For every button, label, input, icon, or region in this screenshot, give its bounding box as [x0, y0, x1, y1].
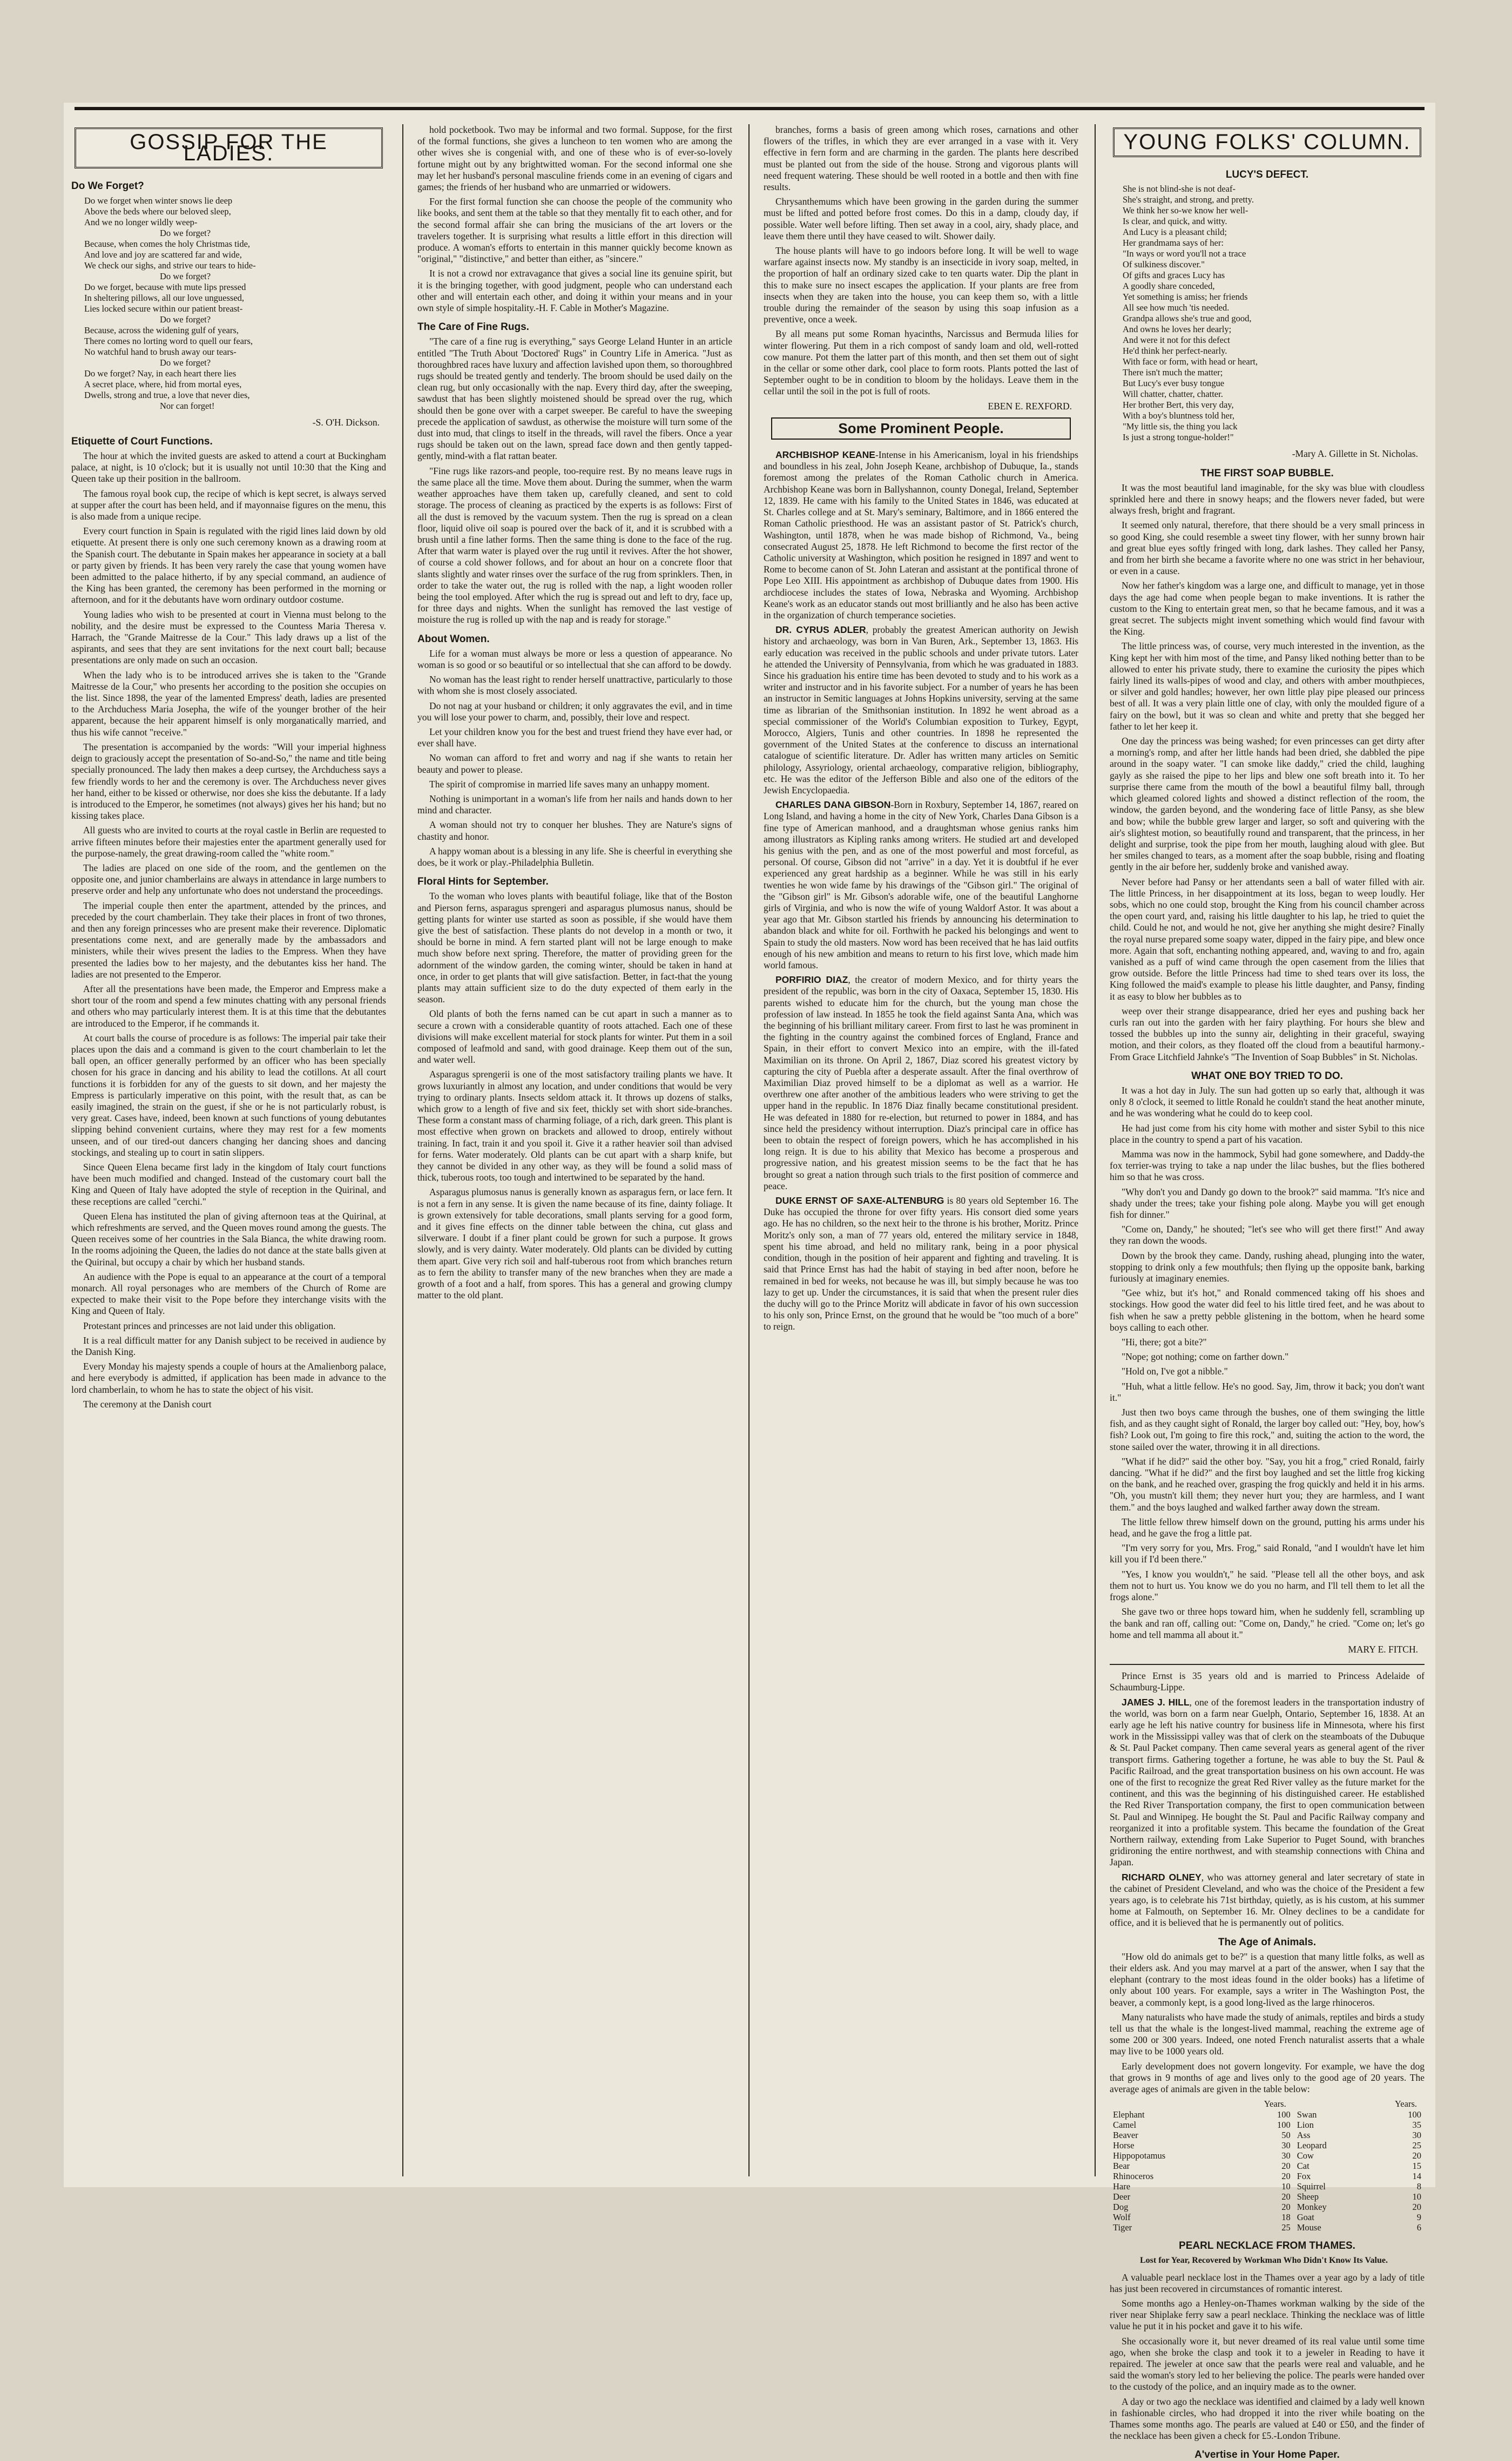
- article-floral-hints: [417, 891, 732, 1301]
- article-paragraph: It seemed only natural, therefore, that there should be a very small princess in so good King, she could resemble a sweet tiny flower, with her sunny brown hair and great blue eyes softly fringed with long, dark lashes. They called her Pansy, and from her birth she became a favorite where no one was strict in her behaviour, or even in a cause.: [1110, 520, 1425, 577]
- heading-soap-bubble: THE FIRST SOAP BUBBLE.: [1200, 467, 1334, 479]
- article-paragraph: Do not nag at your husband or children; it only aggravates the evil, and in time you will lose your power to charm, and, possibly, their love and respect.: [417, 700, 732, 723]
- animal-name: Swan: [1297, 2109, 1317, 2120]
- profile-name: DUKE ERNST OF SAXE-ALTENBURG: [775, 1195, 944, 1206]
- poem-line: In sheltering pillows, all our love unguessed,: [84, 292, 245, 303]
- article-paragraph: Protestant princes and princesses are not laid under this obligation.: [83, 1320, 336, 1331]
- article-paragraph: Asparagus sprengerii is one of the most satisfactory trailing plants we have. It grows luxuriantly in almost any location, and under conditions that would be very trying to ordinary plants. Insects seldom attack it. It throws up dozens of stalks, which grow to a length of five and six feet, thickly set with short side-branches. These form a constant mass of charming foliage, of a rich, dark green. This plant is most effective when grown on brackets and allowed to droop, entirely without training. In fact, train it and you spoil it. Give it a rather heavier soil than advised for ferns. Water moderately. Old plants can be cut apart with a sharp knife, but they cannot be divided in any other way, as they will be found a solid mass of thick, tuberous roots, too tough and intertwined to be separated by the hand.: [417, 1069, 732, 1183]
- table-row: [1110, 2181, 1425, 2192]
- animal-name: Hare: [1113, 2181, 1131, 2192]
- article-paragraph: Down by the brook they came. Dandy, rushing ahead, plunging into the water, stopping to drink only a few mouthfuls; then flying up the opposite bank, barking furiously at imaginary enemies.: [1110, 1250, 1425, 1284]
- poem-line: He'd think her perfect-nearly.: [1123, 346, 1227, 356]
- animal-age: 30: [1412, 2130, 1421, 2141]
- poem-line: There isn't much the matter;: [1123, 367, 1223, 378]
- article-paragraph: It is not a crowd nor extravagance that gives a social line its genuine spirit, but it is the bringing together, with good judgment, people who can understand each other and will entertain each other, and doing it within your means and in your own style of simple hospitality.-H. F. Cable in Mother's Magazine.: [417, 268, 732, 314]
- profile-text: , the creator of modern Mexico, and for thirty years the president of the republic, was born in the city of Oaxaca, September 15, 1830. His parents wished to educate him for the church, but the young man chose the profession of law instead. In 1855 he took the field against Santa Ana, which was the beginning of his brilliant military career. From first to last he was prominent in the fighting in the country against the combined forces of England, France and Spain, in their effort to convert Mexico into an empire, with the ill-fated Maximilian on its throne. On April 2, 1867, Diaz scored his greatest victory by capturing the city of Puebla after a desperate assault. After the final overthrow of Maximilian Diaz proved himself to be a diplomat as well as a warrior. He overthrew one after another of the ambitious leaders who were striving to get the upper hand in the republic. In 1876 Diaz finally became constitutional president. He was defeated in 1880 for re-election, but returned to power in 1884, and has since held the presidency without interruption. Diaz's principal care in office has been to obtain the respect of foreign powers, which he has accomplished in his long reign. It is due to his ability that Mexico has become a prosperous and progressive nation, and his greatest mission seems to be the fact that he has brought so great a nation through such trials to the first position of commerce and peace.: [764, 974, 1078, 1191]
- article-paragraph: "I'm very sorry for you, Mrs. Frog," said Ronald, "and I wouldn't have let him kill you if I'd been there.": [1110, 1542, 1425, 1565]
- article-paragraph: Since Queen Elena became first lady in the kingdom of Italy court functions have been much modified and changed. Instead of the customary court ball the King and Queen of Italy have adopted the style of reception in the Quirinal, and these receptions are called "cerchi.": [71, 1162, 386, 1207]
- people-banner: Some Prominent People.: [771, 417, 1071, 440]
- poem-do-we-forget: [84, 195, 386, 412]
- poem-line: No watchful hand to brush away our tears-: [84, 346, 237, 357]
- animal-name: Hippopotamus: [1113, 2150, 1166, 2161]
- heading-lucy: LUCY'S DEFECT.: [1225, 169, 1309, 181]
- article-paragraph: "How old do animals get to be?" is a question that many little folks, as well as their elders ask. And you may marvel at a part of the answer, when I say that the elephant (contrary to the most ideas found in the older books) has a lifetime of only about 100 years. For example, says a writer in The Washington Post, the beaver, a commonly kept, is a good long-lived as the large rhinoceros.: [1110, 1951, 1425, 2008]
- animal-age: 25: [1281, 2222, 1291, 2233]
- animal-age: 100: [1408, 2109, 1421, 2120]
- article-paragraph: A happy woman about is a blessing in any life. She is cheerful in everything she does, be it work or play.-Philadelphia Bulletin.: [417, 845, 732, 868]
- poem-lucys-defect: [1123, 184, 1425, 443]
- animal-name: Horse: [1113, 2140, 1135, 2151]
- poem-line: A secret place, where, hid from mortal eyes,: [84, 379, 242, 389]
- prince-ernst-note: Prince Ernst is 35 years old and is married to Princess Adelaide of Schaumburg-Lippe.: [1110, 1670, 1425, 1693]
- animal-age: 25: [1412, 2140, 1421, 2151]
- article-paragraph: All guests who are invited to courts at the royal castle in Berlin are requested to arrive fifteen minutes before their majesties enter the apartment generally used for the purpose-namely, the great drawing-room called the "white room.": [71, 825, 386, 859]
- animal-age: 10: [1412, 2192, 1421, 2202]
- article-fine-rugs: [417, 336, 732, 625]
- article-court-functions: [71, 450, 386, 1410]
- article-paragraph: Every court function in Spain is regulated with the rigid lines laid down by old etiquette. At present there is only one such ceremony known as a drawing room at the Spanish court. The debutante in Spain makes her appearance in society at a ball or party given by friends. It has been very rarely the case that young women have been admitted to the palace hitherto, if by any special command, an audience of the King has been granted, the ceremony has been performed in the morning or afternoon, and for it the debutants have worn ordinary outdoor costume.: [71, 525, 386, 605]
- column-people: [764, 124, 1078, 2176]
- pearl-subheading: Lost for Year, Recovered by Workman Who Didn't Know Its Value.: [1139, 2256, 1388, 2266]
- animal-name: Wolf: [1113, 2212, 1131, 2223]
- article-paragraph: To the woman who loves plants with beautiful foliage, like that of the Boston and Pierson ferns, asparagus sprengeri and asparagus plumosus nanus, should be getting plants for winter use started as soon as possible, if she would have them give the best of satisfaction. These plants do not develop in a month or two, it should be borne in mind. A fern started plant will not be large enough to make much show before next spring. Therefore, the matter of providing green for the adornment of the window garden, the coming winter, should be taken in hand at once, in order to get plants that will give satisfaction. Better, in fact-that the young plants may attain sufficient size to do the duty expected of them early in the season.: [417, 891, 732, 1005]
- animal-age: 10: [1281, 2181, 1291, 2192]
- animal-name: Sheep: [1297, 2192, 1319, 2202]
- article-paragraph: "Why don't you and Dandy go down to the brook?" said mamma. "It's nice and shady under the trees; take your fishing pole along. Maybe you will get enough fish for dinner.": [1110, 1186, 1425, 1220]
- column-gossip: [71, 124, 386, 2176]
- ages-header-left: Years.: [1264, 2099, 1286, 2109]
- signature-gillette: -Mary A. Gillette in St. Nicholas.: [1292, 448, 1418, 460]
- article-paragraph: "Gee whiz, but it's hot," and Ronald commenced taking off his shoes and stockings. How good the water did feel to his little tired feet, and he was about to fish when he saw a pretty pebble glistening in the bottom, when he heard some boys calling to each other.: [1110, 1287, 1425, 1333]
- animal-ages-table: [1110, 2098, 1425, 2233]
- profile-paragraph: [764, 799, 1078, 971]
- table-row: [1110, 2130, 1425, 2140]
- poem-line: Grandpa allows she's true and good,: [1123, 313, 1252, 324]
- poem-line: And were it not for this defect: [1123, 335, 1230, 346]
- animal-age: 30: [1281, 2140, 1291, 2151]
- article-paragraph: The little fellow threw himself down on the ground, putting his arms under his head, and he gave the frog a little pat.: [1110, 1516, 1425, 1539]
- poem-signature: -S. O'H. Dickson.: [312, 416, 380, 428]
- animal-name: Ass: [1297, 2130, 1311, 2141]
- animal-age: 9: [1416, 2212, 1421, 2223]
- article-paragraph: A woman should not try to conquer her blushes. They are Nature's signs of chastity and honor.: [417, 819, 732, 842]
- article-paragraph: Old plants of both the ferns named can be cut apart in such a manner as to secure a crown with a considerable quantity of roots attached. Each one of these divisions will make excellent material for stock plants for winter. Put them in a soil composed of leafmold and sand, with good drainage. Keep them out of the sun, and water well.: [417, 1008, 732, 1066]
- heading-floral-hints: Floral Hints for September.: [417, 876, 549, 888]
- article-paragraph: The presentation is accompanied by the words: "Will your imperial highness deign to graciously accept the presentation of So-and-So," the name and title being specially pronounced. The lady then makes a deep curtsey, the Archduchess says a few friendly words to her and the ceremony is over. The Archduchess never gives her hand, either to be kissed or otherwise, nor does she kiss the debutante. If a lady is introduced to the Emperor, he sometimes (not always) gives her his hand; but no kissing takes place.: [71, 741, 386, 821]
- article-soap-bubble: [1110, 482, 1425, 1002]
- poem-line: She is not blind-she is not deaf-: [1123, 184, 1236, 194]
- profile-paragraph: [1110, 1872, 1425, 1929]
- column-rule: [1095, 124, 1096, 2176]
- article-paragraph: Nothing is unimportant in a woman's life from her nails and hands down to her mind and character.: [417, 793, 732, 816]
- table-row: [1110, 2161, 1425, 2171]
- poem-line: Is just a strong tongue-holder!": [1123, 432, 1234, 443]
- animal-age: 100: [1277, 2109, 1291, 2120]
- profile-text: -Born in Roxbury, September 14, 1867, reared on Long Island, and having a home in the city of New York, Charles Dana Gibson is a fine type of American manhood, and a draughtsman whose genius ranks him among illustrators as Kipling ranks among writers. He studied art and developed his genius with the pen, and as one of the most powerful and most forceful, as personal. Of course, Gibson did not "arrive" in a day. Yet it is doubtful if he ever experienced any great hardship as a beginner. While he was still in his early twenties he won wide fame by his drawings of the "Gibson girl." The original of the "Gibson girl" is Mr. Gibson's adorable wife, one of the beautiful Langhorne girls of Virginia, and who is now the wife of young Waldorf Astor. It was about a year ago that Mr. Gibson startled his friends by announcing his determination to abandon black and white for oil. Forthwith he packed his belongings and went to Spain to study the old masters. Now word has been received that he has laid outfits enough of his new ambition and means to return to his first love, which made him world famous.: [764, 799, 1078, 971]
- poem-line: Do we forget?: [160, 314, 211, 325]
- poem-line: All see how much 'tis needed.: [1123, 302, 1230, 313]
- profile-paragraph: [764, 624, 1078, 796]
- newspaper-page: [64, 103, 1435, 2461]
- animal-name: Cat: [1297, 2161, 1310, 2172]
- poem-line: Will chatter, chatter, chatter.: [1123, 389, 1223, 400]
- article-paragraph: Some months ago a Henley-on-Thames workman walking by the side of the river near Shiplake ferry saw a pearl necklace. Thinking the necklace was of little value he put it in his pocket and gave it to his wife.: [1110, 2298, 1425, 2332]
- table-row: [1110, 2150, 1425, 2161]
- animal-age: 50: [1281, 2130, 1291, 2141]
- heading-about-women: About Women.: [417, 633, 490, 645]
- animal-age: 20: [1412, 2150, 1421, 2161]
- animal-name: Squirrel: [1297, 2181, 1326, 2192]
- article-paragraph: "What if he did?" said the other boy. "Say, you hit a frog," cried Ronald, fairly dancing. "What if he did?" and the first boy laughed and set the little frog kicking on the bank, and he reached over, grasping the frog quickly and held it in his arms. "Oh, you mustn't kill them; they never hurt you; they are harmless, and I want them." and the boys laughed and walked farther away down the stream.: [1110, 1455, 1425, 1513]
- article-paragraph: Never before had Pansy or her attendants seen a ball of water filled with air. The little Princess, in her disappointment at its loss, began to weep loudly. Her sobs, which no one could stop, brought the King from his council chamber across the open court yard, and, raising his little daughter to his lap, he tried to quiet the child. Could he not, and would he not, give her anything she might desire? Finally the royal nurse prepared some soapy water, dipped in the fairy pipe, and blew once more. Again that soft, enchanting nothing appeared, and, waving to and fro, again vanished as a puff of wind came through the open casement from the lilies that grow outside. Before the little Princess had time to shed tears over its loss, the King followed the maid's example to please his little daughter, and Pansy, finding it as easy to blow her bubbles as to: [1110, 876, 1425, 1002]
- poem-line: And Lucy is a pleasant child;: [1123, 227, 1227, 238]
- article-paragraph: When the lady who is to be introduced arrives she is taken to the "Grande Maitresse de la Cour," who presents her according to the position she occupies on the list. Since 1898, the year of the lamented Empress' death, ladies are presented to the Archduchess Maria Josepha, the wife of the younger brother of the heir apparent, because the heir apparent himself is only morganatically married, and thus his wife cannot "receive.": [71, 669, 386, 738]
- article-paragraph: Let your children know you for the best and truest friend they have ever had, or ever shall have.: [417, 726, 732, 749]
- article-paragraph: The imperial couple then enter the apartment, attended by the princes, and preceded by the court chamberlain. They take their places in front of two thrones, and then any foreign princesses who are present make their reverence. Diplomatic presentations come next, and are generally made by the ambassadors and ministers, while their wives present the ladies to the Empress. When they have presented the ladies bow to her majesty, and the debutantes kiss her hand. The ladies are not presented to the Emperor.: [71, 900, 386, 980]
- gossip-banner: GOSSIP FOR THE LADIES.: [75, 127, 383, 168]
- profile-text: , probably the greatest American authority on Jewish history and archaeology, was born in Van Buren, Ark., September 13, 1863. His early education was received in the public schools and under private tutors. Later he attended the University of Pennsylvania, from which he was graduated in 1883. Since his graduation his entire time has been devoted to study and to his work as a writer and instructor and in his favorite subject. For a number of years he has been an instructor in Semitic languages at Johns Hopkins university, serving at the same time as librarian of the Smithsonian institution. In 1892 he went abroad as a special commissioner of the World's Columbian exposition to Turkey, Egypt, Morocco, Algiers, Tunis and other countries. In 1898 he represented the government of the United States at the conference to discuss an international catalogue of scientific literature. Dr. Adler has written many articles on Semitic philology, Assyriology, oriental archaeology, comparative religion, bibliography, etc. He was the editor of the Jefferson Bible and also one of the editors of the Jewish Encyclopaedia.: [764, 624, 1078, 795]
- article-paragraph: A day or two ago the necklace was identified and claimed by a lady well known in fashionable circles, who had dropped it into the river while boating on the Thames some months ago. The pearls are valued at £40 or £50, and the finder of the necklace has been given a check for £5.-London Tribune.: [1110, 2396, 1425, 2442]
- top-rule: [75, 107, 1425, 110]
- article-floral-continued: [764, 124, 1078, 397]
- poem-line: With a boy's bluntness told her,: [1123, 410, 1234, 421]
- article-pearl-necklace: [1110, 2272, 1425, 2442]
- article-paragraph: The house plants will have to go indoors before long. It will be well to wage warfare against insects now. My standby is an insecticide in ivory soap, melted, in the proportion of half an ordinary sized cake to ten quarts water. Dip the plant in this to make sure no insect escapes the application. If your plants are free from insects when they are taken into the house, you can keep them so, with a little trouble during the remainder of the season by using this soap infusion as a preventive, once a week.: [764, 245, 1078, 325]
- profile-paragraph: [764, 1195, 1078, 1332]
- profile-text: , one of the foremost leaders in the transportation industry of the world, was born on a farm near Guelph, Ontario, September 16, 1838. At an early age he left his native country for business life in Minnesota, where his first work in the Mississippi valley was that of clerk on the steamboats of the Dubuque & St. Paul Packet company. Then came several years as general agent of the river transport firms. Gathering together a fortune, he was able to buy the St. Paul & Pacific Railroad, and the great transportation business on his own account. He was one of the first to recognize the great Red River valley as the future market for the continent, and this was the beginning of his distinguished career. He established the Red River Transportation company, the first to open communication between St. Paul and Winnipeg. He bought the St. Paul and Pacific Railway company and reorganized it into a profitable system. This became the foundation of the Great Northern railway, extending from Lake Superior to Puget Sound, with branches gridironing the entire northwest, and with steamship connections with China and Japan.: [1110, 1696, 1425, 1868]
- poem-line: Do we forget?: [160, 357, 211, 368]
- animal-name: Elephant: [1113, 2109, 1145, 2120]
- article-entertaining: [417, 124, 732, 314]
- article-paragraph: After all the presentations have been made, the Emperor and Empress make a short tour of the room and spend a few minutes chatting with any personal friends and others who may particularly interest them. It is at this time that the debutantes are introduced to the Emperor, if he commands it.: [71, 983, 386, 1029]
- article-age-of-animals: [1110, 1951, 1425, 2095]
- poem-line: Her brother Bert, this very day,: [1123, 400, 1234, 410]
- table-row: [1110, 2222, 1425, 2233]
- article-paragraph: "The care of a fine rug is everything," says George Leland Hunter in an article entitled "The Truth About 'Doctored' Rugs" in Country Life in America. "Just as thoroughbred races have luxury and affection lavished upon them, so thoroughbred rugs should be treated gently and tenderly. The broom should be used daily on the clean rug, but only occasionally with the nap. Every third day, after the sweeping, sawdust that has been slightly moistened should be spread over the rug, which should then be gone over with a carpet sweeper. Be careful to have the sweeping precede the application of sawdust, as otherwise the moisture will turn some of the dust into mud, that clings to itself in the threads, will ravel the fibers. Once a year rugs should be taken out on the lawn, spread face down and then gently tapped-gently, mind-with a flat rattan beater.: [417, 336, 732, 462]
- heading-fine-rugs: The Care of Fine Rugs.: [417, 321, 529, 333]
- table-row: [1110, 2212, 1425, 2222]
- profile-text: is 80 years old September 16. The Duke has occupied the throne for over fifty years. His consort died some years ago. He has no children, so the next heir to the throne is his brother, Moritz. Prince Moritz's only son, a man of 77 years old, entered the military service in 1848, spent his time abroad, and held no military rank, being in a poor physical condition, though in the position of heir apparent and fighting and traveling. It is said that Prince Ernst has had the habit of staying in bed after noon, before he remained in bed for weeks, not because he was ill, but simply because he was too lazy to get up. Under the circumstances, it is said that when the present ruler dies the duchy will go to the Prince Moritz will abdicate in favor of his own succession to his only son, Prince Ernst, on the ground that he would be "too much of a bore" to reign.: [764, 1195, 1078, 1332]
- poem-line: Yet something is amiss; her friends: [1123, 292, 1248, 302]
- animal-name: Monkey: [1297, 2202, 1327, 2213]
- animal-name: Deer: [1113, 2192, 1131, 2202]
- profile-name: RICHARD OLNEY: [1122, 1871, 1202, 1883]
- poem-line: "In ways or word you'll not a trace: [1123, 248, 1246, 259]
- poem-line: Lies locked secure within our patient breast-: [84, 303, 243, 314]
- poem-line: Is clear, and quick, and witty.: [1123, 216, 1227, 227]
- animal-age: 20: [1281, 2161, 1291, 2172]
- profile-text: , who was attorney general and later secretary of state in the cabinet of President Cleveland, and who was the choice of the President a few years ago, is to celebrate his 71st birthday, quietly, as is his custom, at his summer home at Falmouth, on September 16. Mr. Olney declines to be a candidate for office, and it is believed that he is permanently out of politics.: [1110, 1871, 1425, 1929]
- animal-name: Dog: [1113, 2202, 1129, 2213]
- article-paragraph: Life for a woman must always be more or less a question of appearance. No woman is so good or so beautiful or so intellectual that she can afford to be dowdy.: [417, 648, 732, 670]
- animal-age: 18: [1281, 2212, 1291, 2223]
- article-paragraph: "Fine rugs like razors-and people, too-require rest. By no means leave rugs in the same place all the time. Move them about. During the summer, when the warm weather approaches have them taken up, carefully cleaned, and sent to cold storage. The process of cleaning as practiced by the experts is as follows: First of all the dust is removed by the vacuum system. Then the rug is spread on a clean floor, liquid olive oil soap is poured over the back of it, and it is scrubbed with a brush until a fine lather forms. Then the same thing is done to the face of the rug. After that warm water is played over the rug until it revives. After the hot shower, of course a cold shower follows, and for about an hour on a concrete floor that slants slightly and water rinses over the surface of the rug from sprinklers. Then, in order to take the water out, the rug is rolled with the nap, a light wooden roller being the tool employed. After which the rug is spread out and left to dry, face up, for three days and nights. When the sunlight has removed the last vestige of moisture the rug is rolled up with the nap and is ready for storage.": [417, 465, 732, 625]
- article-paragraph: She occasionally wore it, but never dreamed of its real value until some time ago, when she broke the clasp and took it to a jeweler in Reading to have it repaired. The jeweler at once saw that the pearls were real and valuable, and he said the woman's story led to her believing the police. The pearls were handed over to the custody of the police, and an inquiry made as to the owner.: [1110, 2335, 1425, 2392]
- column-young-folks: [1110, 124, 1425, 2461]
- article-paragraph: "Hold on, I've got a nibble.": [1122, 1366, 1228, 1377]
- poem-line: We check our sighs, and strive our tears to hide-: [84, 260, 256, 271]
- article-paragraph: The ladies are placed on one side of the room, and the gentlemen on the opposite one, and junior chamberlains are always in attendance in large numbers to preserve order and help any unfortunate who does not understand the proceedings.: [71, 862, 386, 896]
- article-paragraph: A valuable pearl necklace lost in the Thames over a year ago by a lady of title has just been recovered in circumstances of romantic interest.: [1110, 2271, 1425, 2294]
- profile-name: CHARLES DANA GIBSON: [775, 799, 891, 811]
- animal-age: 30: [1281, 2150, 1291, 2161]
- poem-line: Because, when comes the holy Christmas tide,: [84, 238, 251, 249]
- young-folks-banner: YOUNG FOLKS' COLUMN.: [1113, 127, 1421, 157]
- article-paragraph: He had just come from his city home with mother and sister Sybil to this nice place in the country to spend a part of his vacation.: [1110, 1122, 1425, 1145]
- poem-line: With face or form, with head or heart,: [1123, 356, 1258, 367]
- animal-name: Rhinoceros: [1113, 2171, 1154, 2182]
- poem-line: Above the beds where our beloved sleep,: [84, 206, 231, 217]
- poem-line: Because, across the widening gulf of years,: [84, 325, 239, 335]
- article-paragraph: No woman can afford to fret and worry and nag if she wants to retain her beauty and power to please.: [417, 752, 732, 775]
- article-paragraph: Asparagus plumosus nanus is generally known as asparagus fern, or lace fern. It is not a fern in any sense. It is given the name because of its fine, dainty foliage. It is grown extensively for table decorations, small plants serving for a good form, and it gives fine effects on the dinner table between the china, cut glass and silverware. I doubt if a finer plant could be grown for such a purpose. It grows slowly, and is very dainty. Water moderately. Old plants can be divided by cutting them apart. Give very rich soil and half-tuberous root from which branches return as to fern the ability to transfer many of the new branches when they are made a growth of a foot and a half, from spores. This has a general and growing clumpy matter to the old plant.: [417, 1186, 732, 1301]
- article-paragraph: The famous royal book cup, the recipe of which is kept secret, is always served at supper after the court has been held, and if mayonnaise figures on the menu, this is also made from a unique recipe.: [71, 488, 386, 522]
- article-paragraph: By all means put some Roman hyacinths, Narcissus and Bermuda lilies for winter flowering. Put them in a rich compost of sandy loam and old, well-rotted cow manure. Pot them the latter part of this month, and then set them out of sight in the cellar or some other dark, cool place to form roots. Plants potted the last of September ought to be in condition to bloom by the holidays. Leave them in the cellar until the soil in the pot is full of roots.: [764, 328, 1078, 397]
- poem-title: Do We Forget?: [71, 180, 144, 192]
- column-household: [417, 124, 732, 2176]
- article-paragraph: The little princess was, of course, very much interested in the invention, as the King kept her with him most of the time, and Pansy liked nothing better than to be allowed to enter his private study, there to examine the curiosity the pipes which fairly lined its walls-pipes of wood and clay, and others with amber mouthpieces, or silver and gold handles; however, her own little play pipe pleased our princess best of all. It was a very plain little one of clay, with only the moulded figure of a fairy on the bowl, but it was so clean and white and pretty that she begged her father to let her keep it.: [1110, 640, 1425, 732]
- animal-age: 15: [1412, 2161, 1421, 2172]
- article-paragraph: For the first formal function she can choose the people of the community who like books, and sent them at the table so that they mentally fit to each other, and for the second formal affair she can bring the musicians of the art lovers or the travelers together. It is surprising what results a little effort in this direction will produce. A woman's efforts to entertain in this manner quickly become known as "original," "distinctive," and better than either, as "sincere.": [417, 196, 732, 265]
- animal-name: Lion: [1297, 2120, 1314, 2130]
- table-row: [1110, 2109, 1425, 2120]
- article-paragraph: No woman has the least right to render herself unattractive, particularly to those with whom she is most closely associated.: [417, 674, 732, 697]
- profile-paragraph: [1110, 1697, 1425, 1869]
- article-paragraph: It was a hot day in July. The sun had gotten up so early that, although it was only 8 o'clock, it seemed to little Ronald he couldn't stand the heat another minute, and he was wondering what he could do to keep cool.: [1110, 1084, 1425, 1119]
- signature-fitch: MARY E. FITCH.: [1348, 1643, 1418, 1655]
- animal-name: Goat: [1297, 2212, 1314, 2223]
- article-paragraph: Young ladies who wish to be presented at court in Vienna must belong to the nobility, and the desire must be expressed to the Countess Maria Theresa v. Harrach, the "Grande Maitresse de la Cour." This lady draws up a list of the aspirants, and sees that they are sent invitations for the next court ball; because presentations are only made on such an occasion.: [71, 609, 386, 666]
- heading-pearl-necklace: PEARL NECKLACE FROM THAMES.: [1179, 2240, 1355, 2252]
- poem-line: "My little sis, the thing you lack: [1123, 421, 1238, 432]
- poem-line: Do we forget?: [160, 227, 211, 238]
- profile-name: DR. CYRUS ADLER: [775, 624, 866, 636]
- article-one-boy: [1110, 1085, 1425, 1641]
- article-paragraph: It is a real difficult matter for any Danish subject to be received in audience by the Danish King.: [71, 1334, 386, 1358]
- profile-name: JAMES J. HILL: [1122, 1696, 1190, 1708]
- poem-line: And owns he loves her dearly;: [1123, 324, 1232, 335]
- animal-name: Cow: [1297, 2150, 1314, 2161]
- profile-name: PORFIRIO DIAZ: [775, 974, 848, 986]
- article-paragraph: Every Monday his majesty spends a couple of hours at the Amalienborg palace, and here everybody is admitted, if application has been made in advance to the lord chamberlain, to whom he has to state the object of his visit.: [71, 1361, 386, 1395]
- table-row: [1110, 2120, 1425, 2130]
- article-about-women: [417, 648, 732, 868]
- animal-age: 8: [1416, 2181, 1421, 2192]
- article-paragraph: The hour at which the invited guests are asked to attend a court at Buckingham palace, at night, is 10 o'clock; but it is usually not until 10:30 that the King and Queen take up their position in the ballroom.: [71, 450, 386, 484]
- article-paragraph: "Hi, there; got a bite?": [1122, 1337, 1207, 1348]
- heading-court-functions: Etiquette of Court Functions.: [71, 435, 213, 447]
- article-paragraph: Many naturalists who have made the study of animals, reptiles and birds a study tell us that the whale is the longest-lived mammal, reaching the extreme age of some 200 or 300 years. Indeed, one noted French naturalist asserts that a whale may live to be 1000 years old.: [1110, 2011, 1425, 2057]
- signature-rexford: EBEN E. REXFORD.: [988, 400, 1072, 412]
- article-paragraph: The spirit of compromise in married life saves many an unhappy moment.: [429, 778, 710, 790]
- profile-name: ARCHBISHOP KEANE: [775, 449, 875, 461]
- heading-age-of-animals: The Age of Animals.: [1218, 1936, 1317, 1948]
- article-people-continued: [1110, 1697, 1425, 1929]
- article-paragraph: branches, forms a basis of green among which roses, carnations and other flowers of the trifles, in which they are ever arranged in a vase with it. Very effective in fern form and are charming in the garden. The plants here described must be planted out from the side of the house. Strong and vigorous plants will need frequent watering. These should be well rooted in a bottle and then with fine results.: [764, 124, 1078, 193]
- animal-name: Tiger: [1113, 2222, 1132, 2233]
- animal-age: 20: [1281, 2202, 1291, 2213]
- poem-line: There comes no lorting word to quell our fears,: [84, 335, 253, 346]
- poem-line: She's straight, and strong, and pretty.: [1123, 194, 1254, 205]
- animal-age: 100: [1277, 2120, 1291, 2130]
- article-paragraph: Mamma was now in the hammock, Sybil had gone somewhere, and Daddy-the fox terrier-was trying to take a nap under the lilac bushes, but the flies bothered him so that he was cross.: [1110, 1148, 1425, 1183]
- animal-age: 20: [1281, 2171, 1291, 2182]
- article-paragraph: Chrysanthemums which have been growing in the garden during the summer must be lifted and potted before frost comes. Do this in a damp, cloudy day, if possible. Water well before lifting. Then set away in a cool, airy, shady place, and leave them there until they have ceased to wilt. Shower daily.: [764, 196, 1078, 241]
- poem-line: And we no longer wildly weep-: [84, 217, 198, 227]
- poem-line: A goodly share conceded,: [1123, 281, 1215, 292]
- article-paragraph: At court balls the course of procedure is as follows: The imperial pair take their places upon the dais and a command is given to the court chamberlain to let the ball open, an officer generally performed by an officer who has been specially chosen for his grace in dancing and his ability to lead the cotillons. At all court functions it is forbidden for any of the guests to sit down, and her majesty the Empress is particularly imperative on this point, with the result that, as can be easily imagined, the strain on the guest, if she or he is not particularly robust, is very great. Cases have, indeed, been known at such functions of young debutantes slipping behind convenient curtains, where they may rest for a few moments unseen, and of our tired-out dancers changing her dancing shoes and dancing stockings, and stealing up to court in satin slippers.: [71, 1032, 386, 1158]
- animal-age: 20: [1412, 2202, 1421, 2213]
- poem-line: Do we forget, because with mute lips pressed: [84, 281, 246, 292]
- article-paragraph: "Huh, what a little fellow. He's no good. Say, Jim, throw it back; you don't want it.": [1110, 1380, 1425, 1403]
- article-paragraph: "Nope; got nothing; come on farther down.": [1122, 1351, 1289, 1363]
- column-rule: [748, 124, 750, 2176]
- article-paragraph: The ceremony at the Danish court: [83, 1398, 212, 1410]
- article-paragraph: Queen Elena has instituted the plan of giving afternoon teas at the Quirinal, at which refreshments are served, and the Queen moves round among the guests. The Queen receives some of her countries in the Sala Bianca, the white drawing room. In the rooms adjoining the Queen, the ladies do not dance at the state balls given at the Quirinal, but occupy a chair by which her husband stands.: [71, 1210, 386, 1267]
- poem-line: Do we forget when winter snows lie deep: [84, 195, 233, 206]
- table-row: [1110, 2192, 1425, 2202]
- animal-age: 35: [1412, 2120, 1421, 2130]
- profile-text: -Intense in his Americanism, loyal in his friendships and boundless in his zeal, John Joseph Keane, archbishop of Dubuque, Ia., stands foremost among the prelates of the Roman Catholic church in America. Archbishop Keane was born in Ballyshannon, county Donegal, Ireland, September 12, 1839. He came with his family to the United States in 1846, was educated at St. Charles college and at St. Mary's seminary, Baltimore, and in 1866 entered the Roman Catholic priesthood. He was an assistant pastor of St. Patrick's church, Washington, until 1878, when he was made bishop of Richmond, Va., being consecrated August 25, 1878. He left Richmond to become the first rector of the Catholic university at Washington, which position he resigned in 1897 and went to Rome to become canon of St. John Lateran and assistant at the pontifical throne of Pope Leo XIII. His appointment as archbishop of Dubuque dates from 1900. His archdiocese includes the states of Iowa, Nebraska and Wyoming. Archbishop Keane's work as an educator stands out most brilliantly and he also has been active in the organization of church temperance societies.: [764, 449, 1078, 621]
- poem-line: Dwells, strong and true, a love that never dies,: [84, 389, 250, 400]
- table-row: [1110, 2202, 1425, 2212]
- profile-paragraph: [764, 974, 1078, 1192]
- poem-line: Her grandmama says of her:: [1123, 238, 1224, 248]
- article-paragraph: Just then two boys came through the bushes, one of them swinging the little fish, and as they caught sight of Ronald, the larger boy called out: "Hey, boy, how's fish? Look out, I'm going to fire this rock," and, suiting the action to the word, the stone sailed over the water, throwing it in all directions.: [1110, 1407, 1425, 1452]
- ages-header-right: Years.: [1395, 2099, 1417, 2109]
- advertise-line: A'vertise in Your Home Paper.: [1194, 2449, 1340, 2461]
- section-divider: [1110, 1664, 1425, 1665]
- article-paragraph: hold pocketbook. Two may be informal and two formal. Suppose, for the first of the formal functions, she gives a luncheon to ten women who are among the other wives she is congenial with, and one of these who is of ever-so-lovely fortune might out by any brightwitted woman. For the second informal one she may let her husband's personal masculine friends come in an evening of cigars and games; the friends of her husband who are unmarried or widowers.: [417, 124, 732, 193]
- article-paragraph: "Come on, Dandy," he shouted; "let's see who will get there first!" And away they ran down the woods.: [1110, 1224, 1425, 1246]
- poem-line: But Lucy's ever busy tongue: [1123, 378, 1225, 389]
- column-rule: [402, 124, 403, 2176]
- animal-name: Leopard: [1297, 2140, 1327, 2151]
- profile-paragraph: [764, 449, 1078, 621]
- article-paragraph: "Yes, I know you wouldn't," he said. "Please tell all the other boys, and ask them not to hurt us. You know we do you no harm, and I'll tell them to let all the frogs alone.": [1110, 1568, 1425, 1603]
- article-paragraph: weep over their strange disappearance, dried her eyes and pushing back her curls ran out into the garden with her fairy plaything. For hours she blew and tossed the bubbles up into the sunny air, delighting in their graceful, swaying motion, and their colors, as they floated off the cloud from a beautiful harmony.-From Grace Litchfield Jahnke's "The Invention of Soap Bubbles" in St. Nicholas.: [1110, 1005, 1425, 1062]
- poem-line: Do we forget?: [160, 271, 211, 281]
- animal-name: Fox: [1297, 2171, 1311, 2182]
- article-soap-bubble-continued: [1110, 1006, 1425, 1063]
- article-paragraph: An audience with the Pope is equal to an appearance at the court of a temporal monarch. All royal personages who are members of the Church of Rome are expected to make their visit to the Pope before they interchange visits with the King and Queen of Italy.: [71, 1271, 386, 1317]
- article-paragraph: Now her father's kingdom was a large one, and difficult to manage, yet in those days the age had come when people began to make inventions. It is rather the custom to the King to entertain great men, so that he became famous, and it was a great secret. The subjects might invent something which would find favour with the King.: [1110, 580, 1425, 637]
- article-paragraph: It was the most beautiful land imaginable, for the sky was blue with cloudless sprinkled here and there in snowy heaps; and the flowers never faded, but were always fresh, bright and fragrant.: [1110, 482, 1425, 516]
- poem-line: Nor can forget!: [160, 400, 215, 411]
- poem-line: We think her so-we know her well-: [1123, 205, 1248, 216]
- animal-name: Bear: [1113, 2161, 1130, 2172]
- poem-line: Of gifts and graces Lucy has: [1123, 270, 1225, 281]
- animal-name: Mouse: [1297, 2222, 1321, 2233]
- animal-age: 6: [1416, 2222, 1421, 2233]
- article-prominent-people: [764, 449, 1078, 1332]
- article-paragraph: Early development does not govern longevity. For example, we have the dog that grows in 9 months of age and lives only to the good age of 20 years. The average ages of animals are given in the table below:: [1110, 2060, 1425, 2095]
- animal-age: 14: [1412, 2171, 1421, 2182]
- heading-one-boy: WHAT ONE BOY TRIED TO DO.: [1191, 1070, 1343, 1082]
- article-paragraph: One day the princess was being washed; for even princesses can get dirty after a morning's romp, and after her little hands had been dried, she dabbled the pipe around in the soapy water. "I can smoke like daddy," cried the child, laughing gayly as she raised the pipe to her lips and blew one soft breath into it. To her surprise there came from the mouth of the bowl a beautiful filmy ball, through which gleamed colored lights and showed a distinct reflection of the room, the window, the garden beyond, and the wondering face of little Pansy, as she blew and bow; while the bubble grew larger and larger, so soft and quivering with the air's slightest motion, so beautifully round and transparent, that the princess, in her delight and surprise, took the pipe from her mouth, laughing aloud with glee. But her smiles changed to tears, as a moment after the soap bubble, rising and floating gently in the air before her, suddenly broke and vanished away.: [1110, 736, 1425, 873]
- animal-age: 20: [1281, 2192, 1291, 2202]
- poem-line: And love and joy are scattered far and wide,: [84, 249, 242, 260]
- animal-name: Beaver: [1113, 2130, 1138, 2141]
- poem-line: Do we forget? Nay, in each heart there lies: [84, 368, 237, 379]
- animal-name: Camel: [1113, 2120, 1137, 2130]
- article-paragraph: She gave two or three hops toward him, when he suddenly fell, scrambling up the bank and ran off, calling out: "Come on, Dandy," he cried. "Come on; let's go home and tell mamma all about it.": [1110, 1606, 1425, 1640]
- poem-line: Of sulkiness discover.": [1123, 259, 1205, 270]
- table-row: [1110, 2140, 1425, 2150]
- table-row: [1110, 2171, 1425, 2181]
